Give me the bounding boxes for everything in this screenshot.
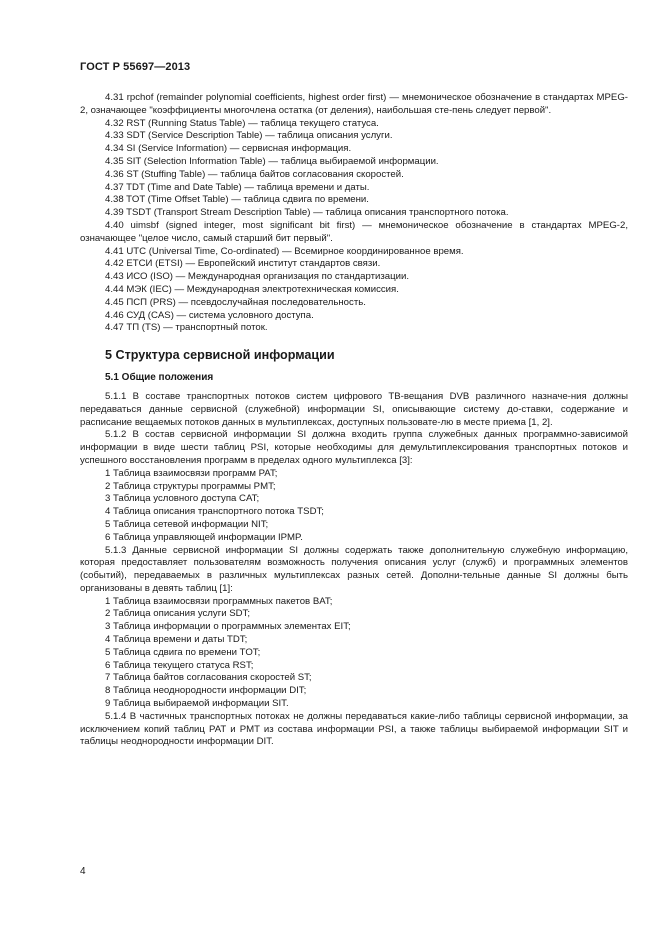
- definition-4-35: 4.35 SIT (Selection Information Table) — таблица выбираемой информации.: [105, 155, 439, 167]
- list-item: 5 Таблица сдвига по времени TOT;: [105, 646, 261, 658]
- definition-4-44: 4.44 МЭК (IEC) — Международная электротехническая комиссия.: [105, 283, 399, 295]
- definition-4-38: 4.38 TOT (Time Offset Table) — таблица сдвига по времени.: [105, 194, 369, 206]
- definition-4-40: 4.40 uimsbf (signed integer, most significant bit first) — мнемоническое обозначение в стандартах MPEG-2, означающее "целое число, самый старший бит первый".: [80, 219, 628, 244]
- list-item: 3 Таблица условного доступа CAT;: [105, 493, 260, 505]
- definition-4-43: 4.43 ИСО (ISO) — Международная организация по стандартизации.: [105, 271, 409, 283]
- page-content: [80, 92, 628, 749]
- paragraph-5-1-3: 5.1.3 Данные сервисной информации SI должны содержать также дополнительную служебную информацию, которая предоставляет пользователям возможность получения описания услуг (служб) и программных элементов (событий), передаваемых в различных мультиплексах разных сетей. Дополни-тельные данные SI должны быть организованы в девять таблиц [1]:: [80, 544, 628, 594]
- definition-4-41: 4.41 UTC (Universal Time, Co-ordinated) — Всемирное координированное время.: [105, 245, 464, 257]
- subsection-5-1-heading: 5.1 Общие положения: [105, 372, 214, 384]
- definition-4-33: 4.33 SDT (Service Description Table) — таблица описания услуги.: [105, 130, 393, 142]
- list-item: 4 Таблица описания транспортного потока TSDT;: [105, 506, 324, 518]
- si-tables-list: [80, 596, 628, 711]
- definition-4-39: 4.39 TSDT (Transport Stream Description Table) — таблица описания транспортного потока.: [105, 207, 509, 219]
- list-item: 9 Таблица выбираемой информации SIT.: [105, 698, 289, 710]
- list-item: 1 Таблица взаимосвязи программ PAT;: [105, 467, 278, 479]
- definition-4-47: 4.47 ТП (TS) — транспортный поток.: [105, 322, 268, 334]
- list-item: 6 Таблица текущего статуса RST;: [105, 659, 254, 671]
- paragraph-5-1-2: 5.1.2 В состав сервисной информации SI должна входить группа служебных данных программно-зависимой информации в виде шести таблиц PSI, которые необходимы для демультиплексирования транспортных потоков и успешного восстановления программ в пределах одного мультиплекса [3]:: [80, 429, 628, 466]
- list-item: 5 Таблица сетевой информации NIT;: [105, 518, 269, 530]
- list-item: 3 Таблица информации о программных элементах EIT;: [105, 621, 351, 633]
- definition-4-32: 4.32 RST (Running Status Table) — таблица текущего статуса.: [105, 117, 379, 129]
- list-item: 4 Таблица времени и даты TDT;: [105, 634, 248, 646]
- list-item: 8 Таблица неоднородности информации DIT;: [105, 685, 307, 697]
- psi-tables-list: [80, 468, 628, 545]
- definition-4-46: 4.46 СУД (CAS) — система условного доступа.: [105, 309, 314, 321]
- list-item: 2 Таблица структуры программы PMT;: [105, 480, 276, 492]
- definition-4-34: 4.34 SI (Service Information) — сервисная информация.: [105, 143, 352, 155]
- list-item: 1 Таблица взаимосвязи программных пакетов BAT;: [105, 595, 333, 607]
- list-item: 7 Таблица байтов согласования скоростей ST;: [105, 672, 312, 684]
- definition-4-31: 4.31 rpchof (remainder polynomial coefficients, highest order first) — мнемоническое обозначение в стандартах MPEG-2, означающее "коэффициенты многочлена остатка (от деления), наибольшая сте-пень следует первой".: [80, 92, 628, 116]
- definition-4-37: 4.37 TDT (Time and Date Table) — таблица времени и даты.: [105, 181, 370, 193]
- section-5-heading: 5 Структура сервисной информации: [105, 348, 335, 363]
- list-item: 6 Таблица управляющей информации IPMP.: [105, 531, 303, 543]
- page-number: 4: [80, 866, 86, 877]
- standard-header: ГОСТ Р 55697—2013: [80, 61, 191, 73]
- definitions-list: [80, 92, 628, 335]
- paragraph-5-1-4: 5.1.4 В частичных транспортных потоках не должны передаваться какие-либо таблицы сервисной информации, за исключением копий таблиц PAT и PMT из состава информации PSI, а также таблицы выбираемой информации SIT и таблицы неоднородности информации DIT.: [80, 710, 628, 748]
- paragraph-5-1-1: 5.1.1 В составе транспортных потоков систем цифрового ТВ-вещания DVB различного назначе-ния должны передаваться данные сервисной (служебной) информации SI, описывающие систему до-ставки, содержание и расписание вещаемых потоков данных в мультиплексах, доступных пользовате-лю в месте приема [1, 2].: [80, 390, 628, 428]
- definition-4-42: 4.42 ЕТСИ (ETSI) — Европейский институт стандартов связи.: [105, 258, 381, 270]
- definition-4-36: 4.36 ST (Stuffing Table) — таблица байтов согласования скоростей.: [105, 168, 404, 180]
- list-item: 2 Таблица описания услуги SDT;: [105, 608, 251, 620]
- definition-4-45: 4.45 ПСП (PRS) — псевдослучайная последовательность.: [105, 296, 366, 308]
